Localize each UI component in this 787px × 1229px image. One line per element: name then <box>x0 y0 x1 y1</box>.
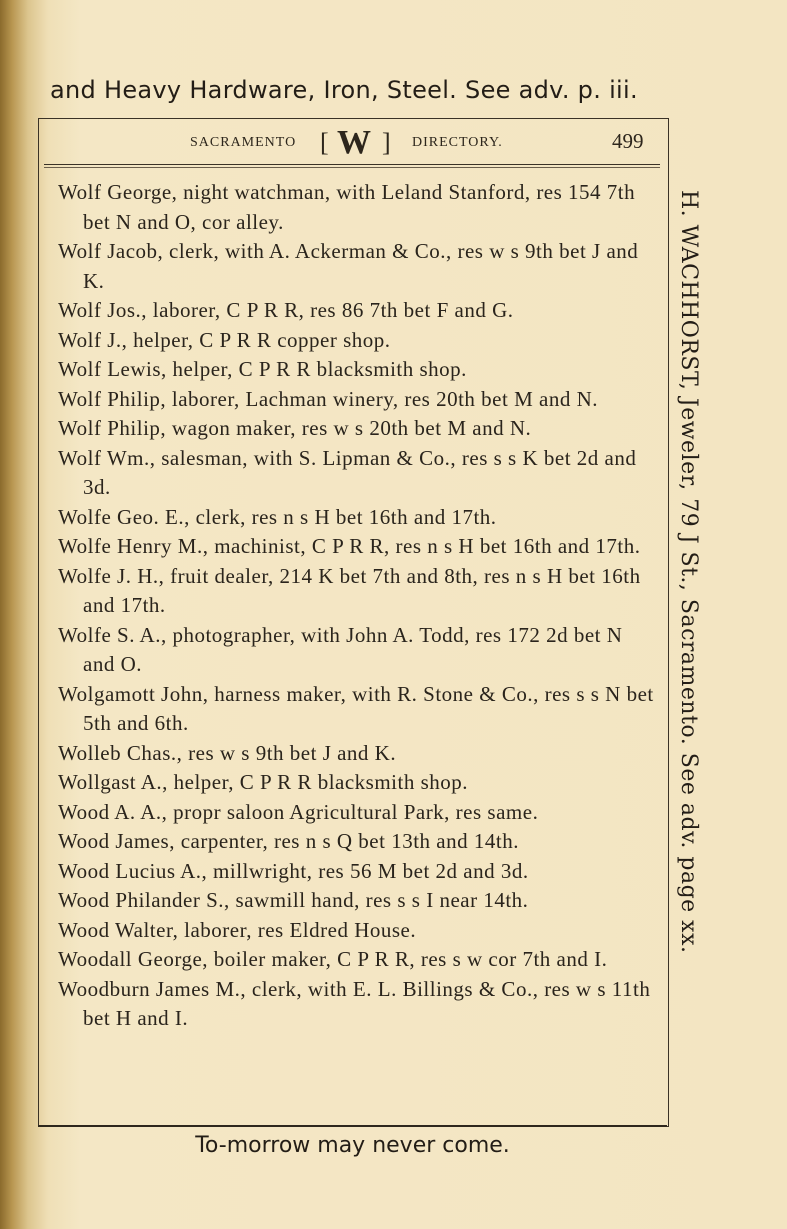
directory-entry: Woodall George, boiler maker, C P R R, res s w cor 7th and I. <box>58 947 608 971</box>
directory-entry: Wood A. A., propr saloon Agricultural Park, res same. <box>58 799 539 824</box>
header-bracket-right: ] <box>382 128 391 157</box>
directory-entry: Wood James, carpenter, res n s Q bet 13th and 14th. <box>58 829 519 853</box>
directory-entry: Wolf Lewis, helper, C P R R blacksmith shop. <box>58 357 467 381</box>
header-section-letter: W <box>337 124 371 161</box>
directory-entry: Wolfe J. H., fruit dealer, 214 K bet 7th and 8th, res n s H bet 16th and 17th. <box>58 563 641 617</box>
directory-entry: Wolf Jacob, clerk, with A. Ackerman & Co., res w s 9th bet J and K. <box>58 239 639 293</box>
header-rule-thin <box>44 167 660 168</box>
running-header <box>190 124 660 161</box>
directory-entry: Wolfe Geo. E., clerk, res n s H bet 16th and 17th. <box>58 504 497 529</box>
directory-entry: Wolf George, night watchman, with Leland Stanford, res 154 7th bet N and O, cor alley. <box>58 180 636 234</box>
directory-entry: Wolf Philip, wagon maker, res w s 20th bet M and N. <box>58 416 532 440</box>
footer-motto: To-morrow may never come. <box>195 1133 510 1158</box>
directory-entry: Wolfe S. A., photographer, with John A. Todd, res 172 2d bet N and O. <box>58 622 623 676</box>
directory-entry: Wolf Philip, laborer, Lachman winery, res 20th bet M and N. <box>58 386 598 411</box>
header-rule <box>44 164 660 165</box>
side-advertisement <box>676 190 716 1070</box>
directory-entries <box>58 178 658 1034</box>
directory-entry: Wolf Wm., salesman, with S. Lipman & Co., res s s K bet 2d and 3d. <box>58 445 637 499</box>
directory-entry: Wood Philander S., sawmill hand, res s s I near 14th. <box>58 888 529 912</box>
directory-entry: Wolf Jos., laborer, C P R R, res 86 7th bet F and G. <box>58 298 514 322</box>
directory-entry: Wolf J., helper, C P R R copper shop. <box>58 327 391 352</box>
header-city: SACRAMENTO <box>190 135 297 150</box>
directory-entry: Wolleb Chas., res w s 9th bet J and K. <box>58 740 397 765</box>
directory-entry: Wolfe Henry M., machinist, C P R R, res n s H bet 16th and 17th. <box>58 534 641 558</box>
directory-entry: Wood Lucius A., millwright, res 56 M bet 2d and 3d. <box>58 858 529 883</box>
header-bracket-left: [ <box>320 128 329 157</box>
side-advertisement-text: H. WACHHORST, Jeweler, 79 J St., Sacramento. See adv. page xx. <box>676 190 701 954</box>
directory-entry: Woodburn James M., clerk, with E. L. Billings & Co., res w s 11th bet H and I. <box>58 976 651 1030</box>
page-number: 499 <box>612 129 644 153</box>
directory-entry: Wolgamott John, harness maker, with R. Stone & Co., res s s N bet 5th and 6th. <box>58 681 654 735</box>
directory-entry: Wood Walter, laborer, res Eldred House. <box>58 917 417 942</box>
directory-entry: Wollgast A., helper, C P R R blacksmith shop. <box>58 770 469 794</box>
top-advertisement: and Heavy Hardware, Iron, Steel. See adv. p. iii. <box>50 76 638 104</box>
bottom-rule <box>38 1125 667 1127</box>
header-title: DIRECTORY. <box>412 135 503 150</box>
